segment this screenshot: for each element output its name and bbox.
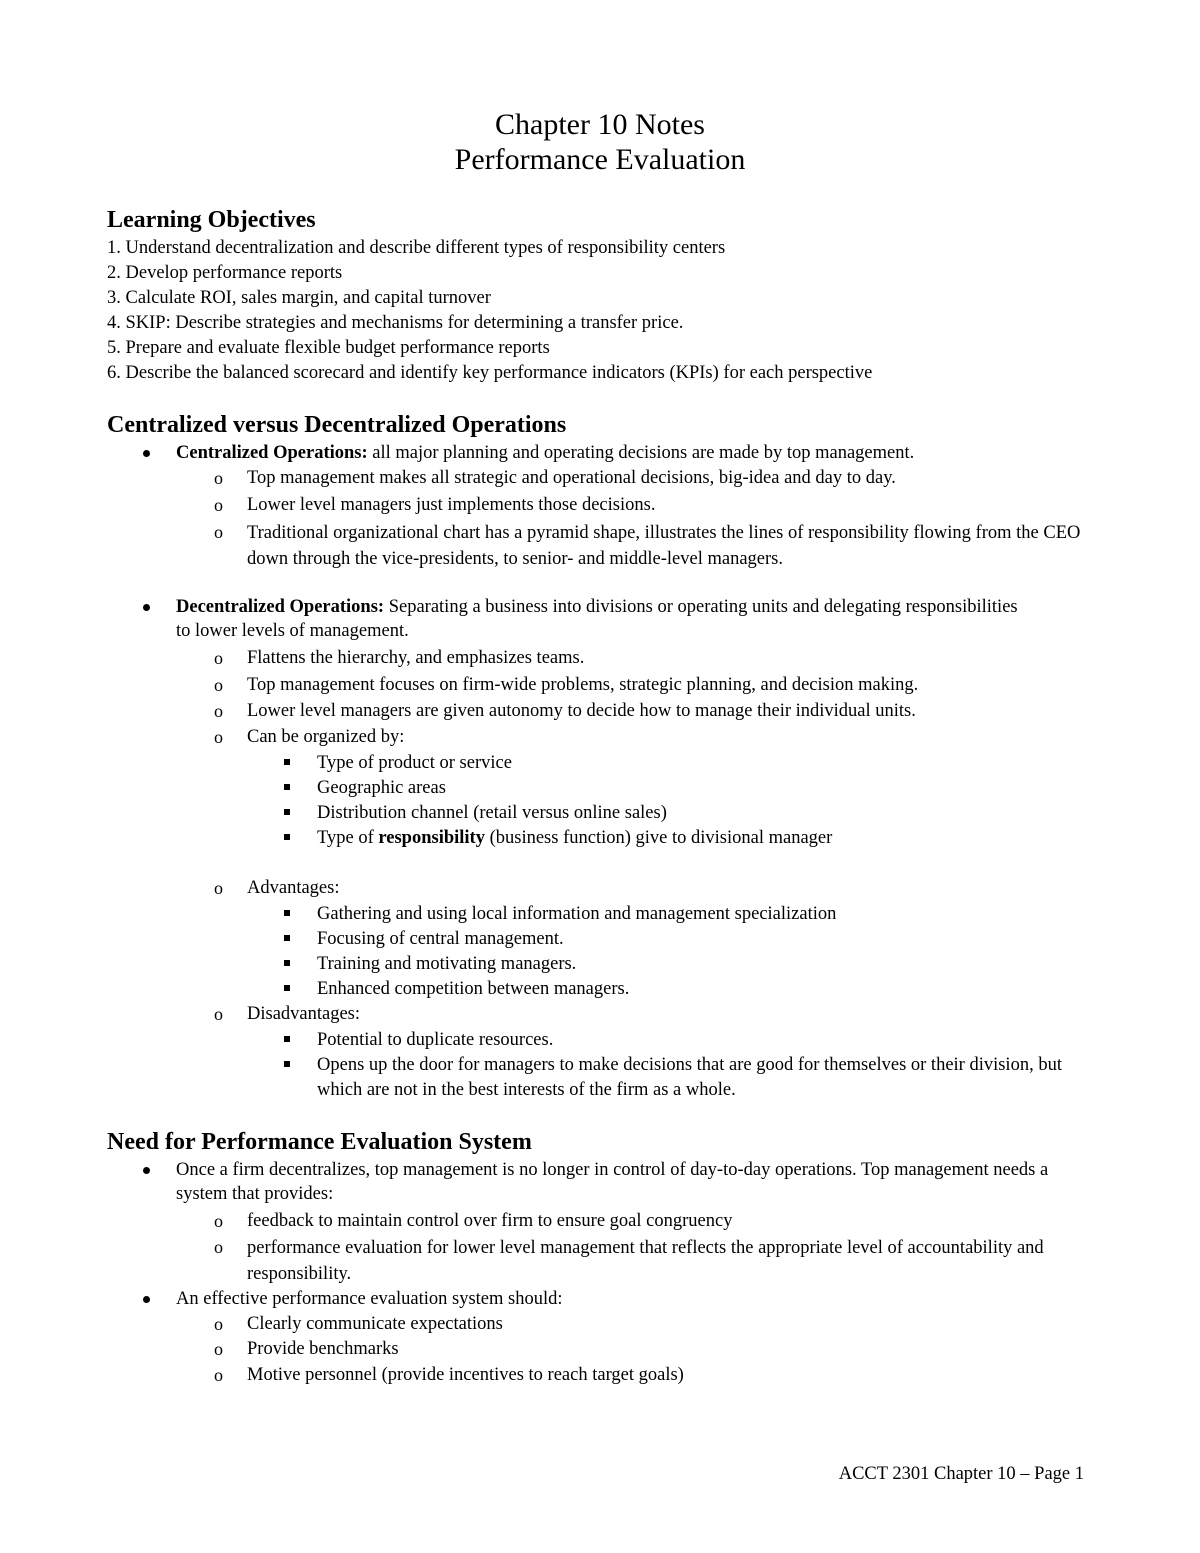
list-item: Flattens the hierarchy, and emphasizes teams. (247, 648, 585, 668)
centralized-term: Centralized Operations: (176, 443, 368, 463)
evaluation-system-heading: Need for Performance Evaluation System (107, 1129, 532, 1155)
sub-bullet-icon: o (214, 522, 223, 542)
list-item: Type of product or service (317, 753, 512, 773)
list-item: feedback to maintain control over firm to ensure goal congruency (247, 1211, 733, 1231)
sub-bullet-icon: o (214, 648, 223, 668)
list-item: Once a firm decentralizes, top management is no longer in control of day-to-day operations. Top management needs a system that provides: (176, 1160, 1049, 1204)
sub-bullet-icon: o (214, 878, 223, 898)
sub-bullet-icon: o (214, 701, 223, 721)
list-item: Potential to duplicate resources. (317, 1030, 554, 1050)
bullet-icon (143, 1296, 150, 1303)
list-item: performance evaluation for lower level management that reflects the appropriate level of accountability and responsibility. (247, 1238, 1044, 1284)
list-item: Enhanced competition between managers. (317, 979, 630, 999)
list-item: Distribution channel (retail versus online sales) (317, 803, 667, 823)
square-bullet-icon (284, 834, 290, 840)
objective-item: 1. Understand decentralization and describe different types of responsibility centers (107, 238, 726, 258)
objective-item: 5. Prepare and evaluate flexible budget performance reports (107, 338, 550, 358)
sub-bullet-icon: o (214, 1211, 223, 1231)
list-item: Clearly communicate expectations (247, 1314, 503, 1334)
centralized-text: all major planning and operating decisions are made by top management. (367, 443, 915, 463)
list-item: Top management focuses on firm-wide problems, strategic planning, and decision making. (247, 675, 919, 695)
list-item-text: (business function) give to divisional manager (484, 828, 833, 848)
list-item (317, 826, 1097, 851)
list-item: Gathering and using local information and management specialization (317, 904, 837, 924)
sub-bullet-icon: o (214, 1365, 223, 1385)
bullet-icon (143, 604, 150, 611)
responsibility-term: responsibility (378, 828, 485, 848)
square-bullet-icon (284, 935, 290, 941)
advantages-label: Advantages: (247, 878, 340, 898)
document-subtitle: Performance Evaluation (454, 143, 746, 176)
square-bullet-icon (284, 985, 290, 991)
list-item: Motive personnel (provide incentives to reach target goals) (247, 1365, 684, 1385)
list-item: Geographic areas (317, 778, 446, 798)
list-item: Can be organized by: (247, 727, 405, 747)
document-title: Chapter 10 Notes (495, 108, 705, 141)
objective-item: 4. SKIP: Describe strategies and mechanisms for determining a transfer price. (107, 313, 684, 333)
sub-bullet-icon: o (214, 1004, 223, 1024)
sub-bullet-icon: o (214, 1237, 223, 1257)
sub-bullet-icon: o (214, 675, 223, 695)
objectives-heading: Learning Objectives (107, 207, 316, 233)
list-item: An effective performance evaluation system should: (176, 1289, 563, 1309)
list-item: Focusing of central management. (317, 929, 564, 949)
square-bullet-icon (284, 784, 290, 790)
square-bullet-icon (284, 1061, 290, 1067)
square-bullet-icon (284, 960, 290, 966)
list-item: Lower level managers just implements those decisions. (247, 495, 656, 515)
square-bullet-icon (284, 910, 290, 916)
list-item: Opens up the door for managers to make decisions that are good for themselves or their division, but which are not in the best interests of the firm as a whole. (317, 1055, 1062, 1100)
decentralized-term: Decentralized Operations: (176, 597, 385, 617)
list-item: Training and motivating managers. (317, 954, 577, 974)
sub-bullet-icon: o (214, 468, 223, 488)
disadvantages-label: Disadvantages: (247, 1004, 361, 1024)
list-item-text: Type of (317, 828, 379, 848)
list-item: Lower level managers are given autonomy to decide how to manage their individual units. (247, 701, 916, 721)
sub-bullet-icon: o (214, 495, 223, 515)
list-item: Top management makes all strategic and operational decisions, big-idea and day to day. (247, 468, 896, 488)
sub-bullet-icon: o (214, 1314, 223, 1334)
objective-item: 3. Calculate ROI, sales margin, and capital turnover (107, 288, 491, 308)
bullet-icon (143, 450, 150, 457)
objective-item: 6. Describe the balanced scorecard and identify key performance indicators (KPIs) for each perspective (107, 363, 873, 383)
sub-bullet-icon: o (214, 727, 223, 747)
centralization-heading: Centralized versus Decentralized Operations (107, 412, 567, 438)
centralized-definition (176, 441, 1076, 465)
decentralized-definition (176, 595, 1036, 643)
page-footer: ACCT 2301 Chapter 10 – Page 1 (838, 1464, 1084, 1484)
square-bullet-icon (284, 809, 290, 815)
list-item: Provide benchmarks (247, 1339, 399, 1359)
list-item: Traditional organizational chart has a pyramid shape, illustrates the lines of responsibility flowing from the CEO down through the vice-presidents, to senior- and middle-level managers. (247, 523, 1081, 569)
bullet-icon (143, 1167, 150, 1174)
sub-bullet-icon: o (214, 1339, 223, 1359)
objective-item: 2. Develop performance reports (107, 263, 343, 283)
square-bullet-icon (284, 1036, 290, 1042)
square-bullet-icon (284, 759, 290, 765)
decentralized-text: Separating a business into divisions or operating units and delegating responsibilities to lower levels of management. (176, 597, 1018, 641)
